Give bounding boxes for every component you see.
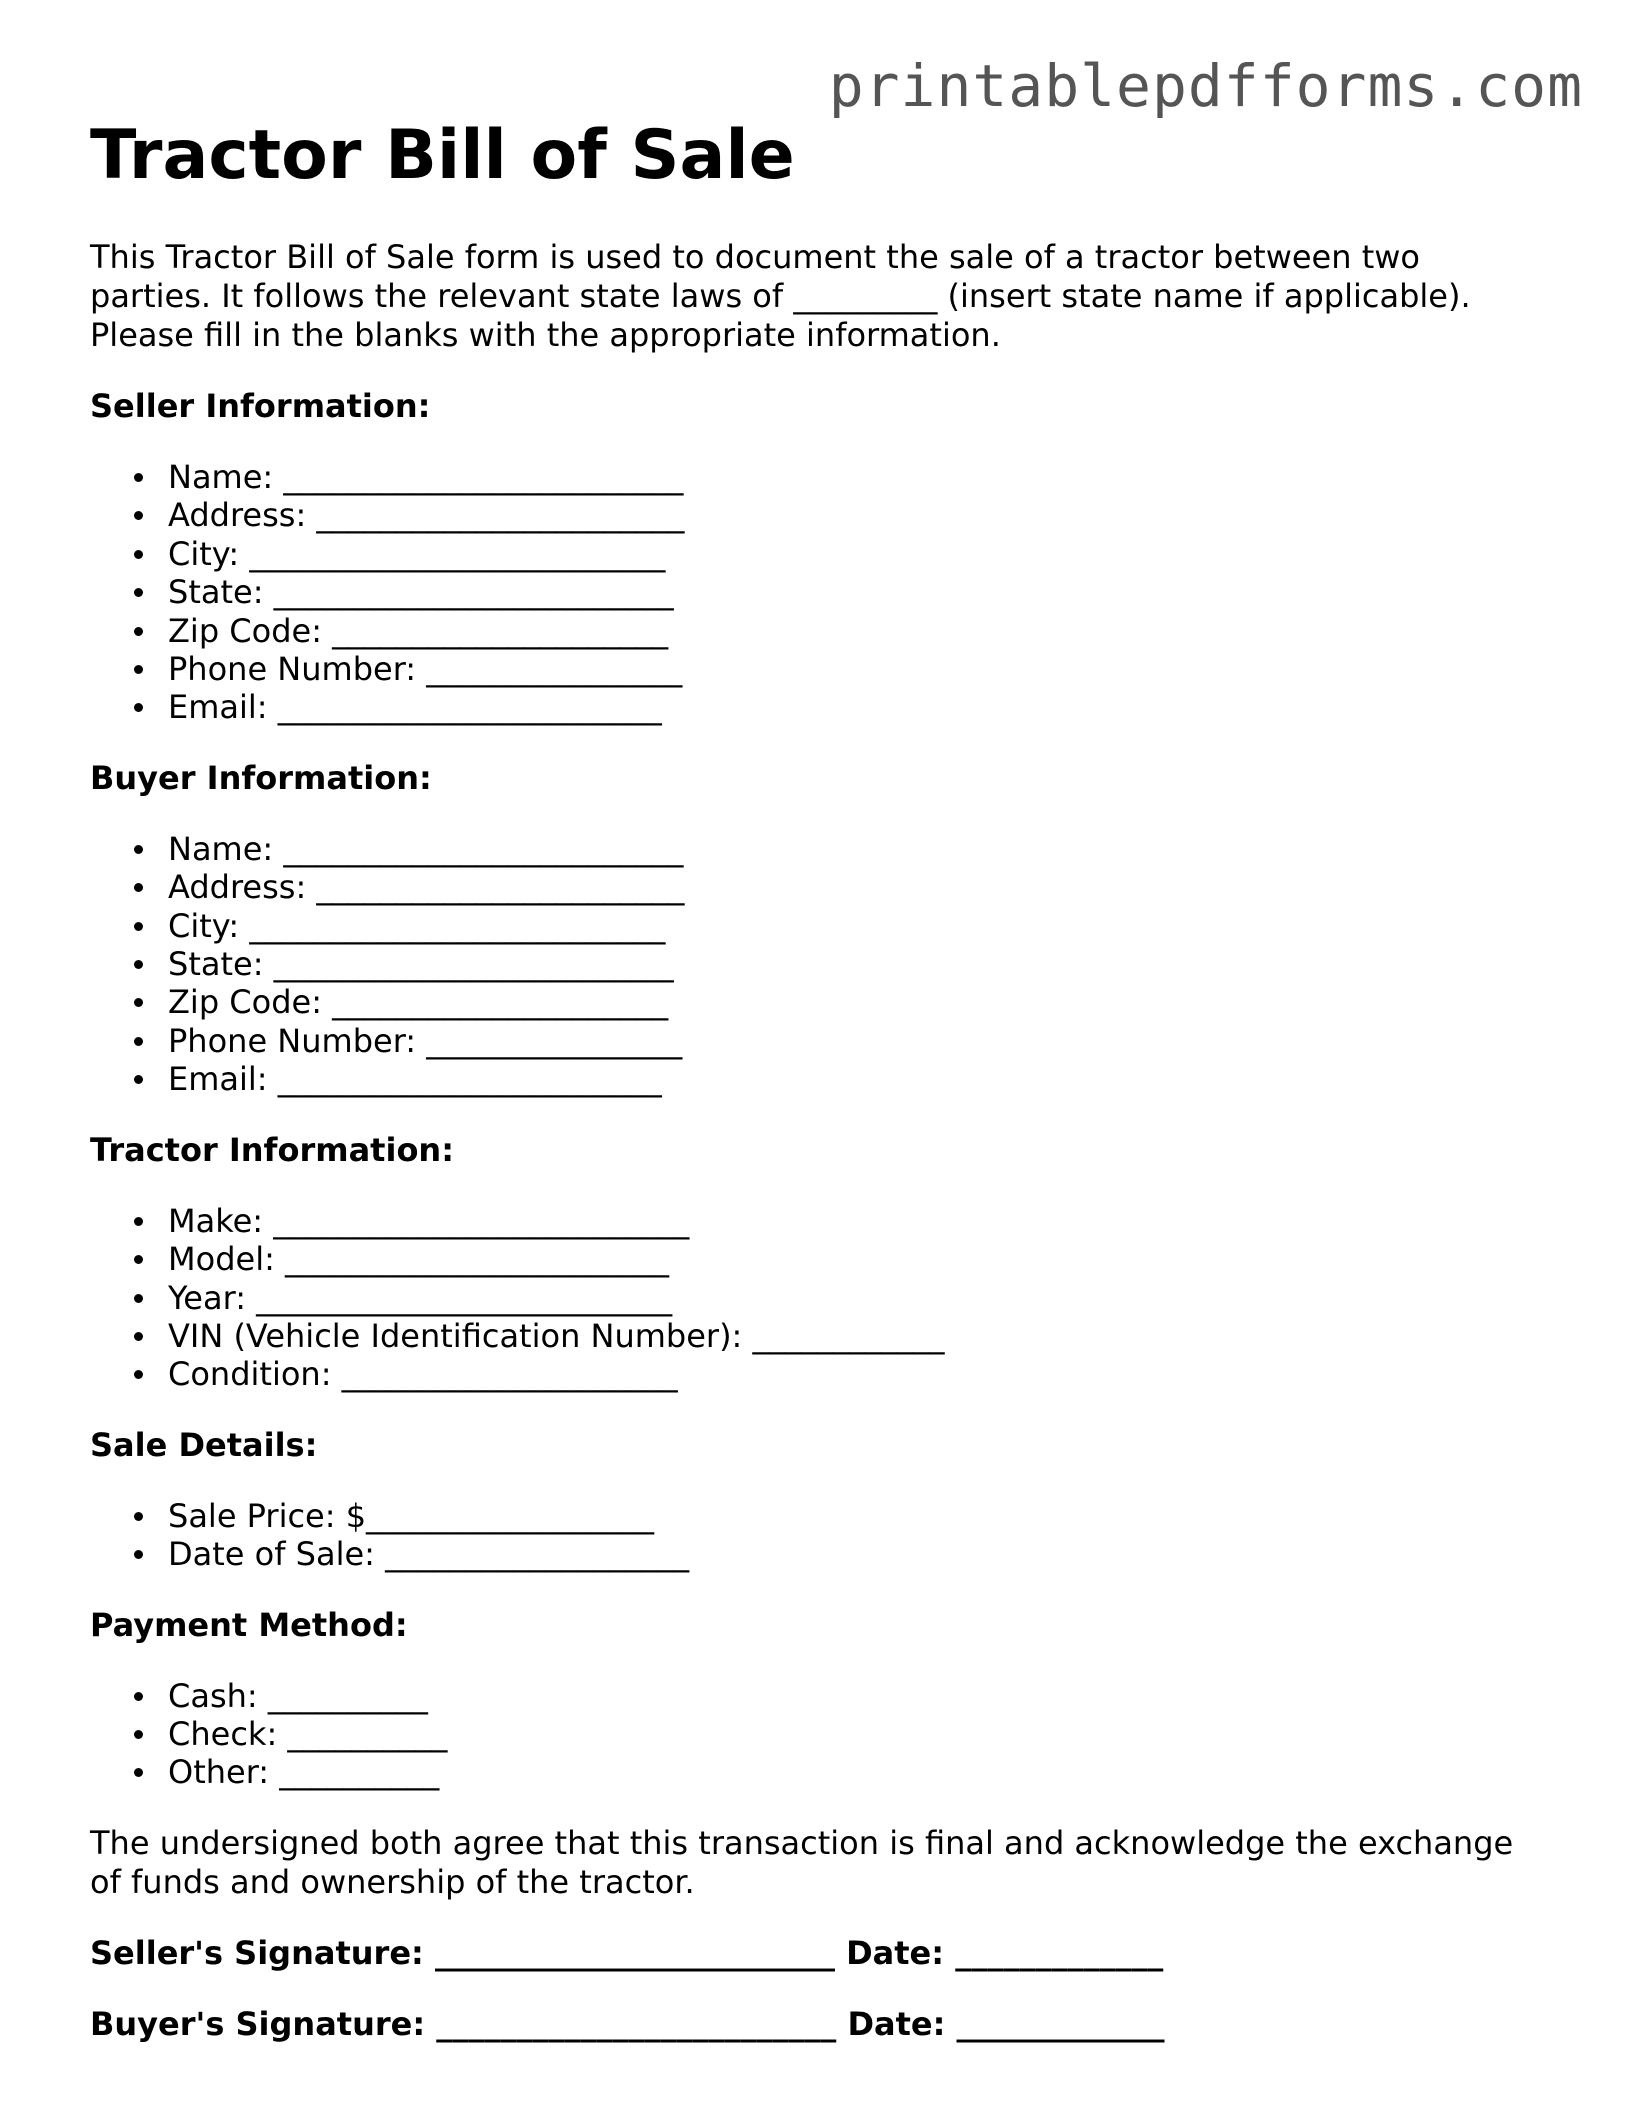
buyer-zip-field[interactable]: Zip Code: _____________________ (134, 983, 1570, 1021)
buyer-section (90, 759, 1570, 1099)
sale-heading: Sale Details: (90, 1425, 318, 1464)
seller-fields (90, 458, 1570, 727)
intro-line: parties. It follows the relevant state laws of _________ (insert state name if applicable). (90, 277, 1471, 315)
seller-state-field[interactable]: State: _________________________ (134, 573, 1570, 611)
tractor-make-field[interactable]: Make: __________________________ (134, 1202, 1570, 1240)
seller-section (90, 387, 1570, 727)
seller-address-field[interactable]: Address: _______________________ (134, 496, 1570, 534)
tractor-section (90, 1131, 1570, 1394)
sale-date-field[interactable]: Date of Sale: ___________________ (134, 1535, 1570, 1573)
tractor-model-field[interactable]: Model: ________________________ (134, 1240, 1570, 1278)
payment-other-field[interactable]: Other: __________ (134, 1753, 1570, 1791)
tractor-year-field[interactable]: Year: __________________________ (134, 1279, 1570, 1317)
buyer-heading: Buyer Information: (90, 758, 432, 797)
seller-city-field[interactable]: City: __________________________ (134, 535, 1570, 573)
buyer-name-field[interactable]: Name: _________________________ (134, 830, 1570, 868)
buyer-phone-field[interactable]: Phone Number: ________________ (134, 1022, 1570, 1060)
page-title: Tractor Bill of Sale (90, 116, 795, 195)
intro-paragraph (90, 238, 1570, 355)
closing-paragraph (90, 1824, 1570, 1902)
payment-cash-field[interactable]: Cash: __________ (134, 1677, 1570, 1715)
buyer-fields (90, 830, 1570, 1099)
sale-section (90, 1426, 1570, 1574)
seller-phone-field[interactable]: Phone Number: ________________ (134, 650, 1570, 688)
intro-line: This Tractor Bill of Sale form is used to document the sale of a tractor between two (90, 238, 1420, 276)
buyer-city-field[interactable]: City: __________________________ (134, 907, 1570, 945)
sale-fields (90, 1497, 1570, 1574)
tractor-condition-field[interactable]: Condition: _____________________ (134, 1355, 1570, 1393)
tractor-heading: Tractor Information: (90, 1130, 454, 1169)
payment-fields (90, 1677, 1570, 1792)
payment-check-field[interactable]: Check: __________ (134, 1715, 1570, 1753)
intro-line: Please fill in the blanks with the appropriate information. (90, 316, 1001, 354)
closing-line: The undersigned both agree that this transaction is final and acknowledge the exchange (90, 1823, 1514, 1862)
seller-signature-line[interactable]: Seller's Signature: _________________________ Date: _____________ (90, 1933, 1164, 1972)
buyer-state-field[interactable]: State: _________________________ (134, 945, 1570, 983)
document-body (90, 112, 1570, 2044)
watermark: printablepdfforms.com (828, 52, 1583, 120)
seller-name-field[interactable]: Name: _________________________ (134, 458, 1570, 496)
tractor-vin-field[interactable]: VIN (Vehicle Identification Number): ____________ (134, 1317, 1570, 1355)
seller-zip-field[interactable]: Zip Code: _____________________ (134, 612, 1570, 650)
closing-line: of funds and ownership of the tractor. (90, 1862, 695, 1901)
sale-price-field[interactable]: Sale Price: $__________________ (134, 1497, 1570, 1535)
seller-email-field[interactable]: Email: ________________________ (134, 688, 1570, 726)
tractor-fields (90, 1202, 1570, 1394)
buyer-email-field[interactable]: Email: ________________________ (134, 1060, 1570, 1098)
payment-heading: Payment Method: (90, 1605, 408, 1644)
seller-heading: Seller Information: (90, 387, 431, 425)
payment-section (90, 1606, 1570, 1792)
buyer-address-field[interactable]: Address: _______________________ (134, 868, 1570, 906)
buyer-signature-line[interactable]: Buyer's Signature: _________________________ Date: _____________ (90, 2004, 1165, 2043)
